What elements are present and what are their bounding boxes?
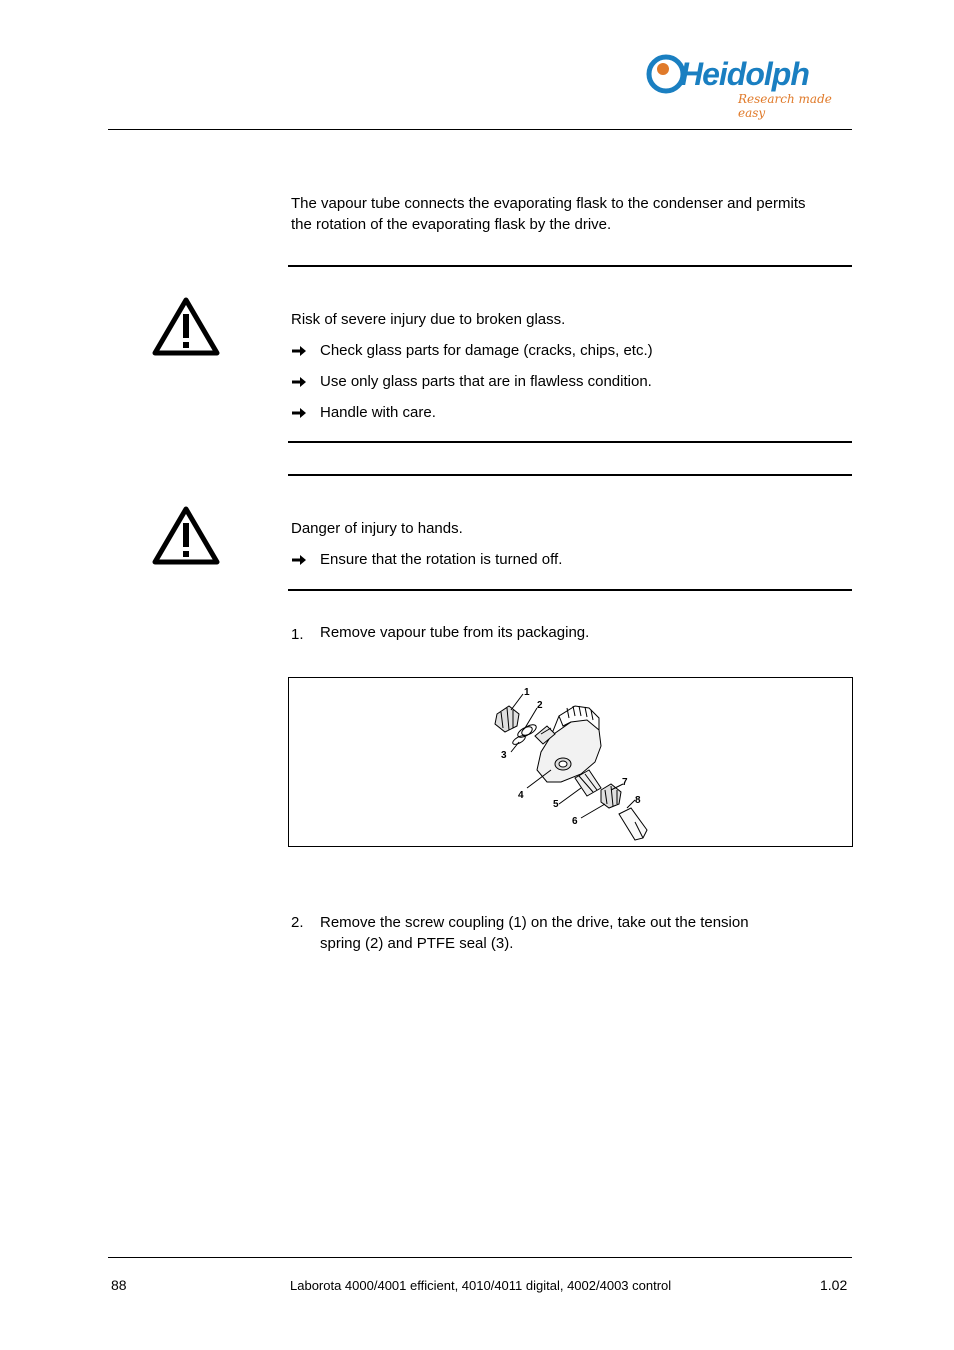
warning-triangle-icon	[152, 296, 220, 357]
arrow-bullet-icon	[292, 407, 306, 419]
step-text-line: spring (2) and PTFE seal (3).	[320, 935, 514, 952]
page-number: 88	[111, 1277, 127, 1293]
callout-label: 4	[518, 790, 524, 801]
logo-tagline: Research made easy	[738, 92, 832, 120]
warning-item: Check glass parts for damage (cracks, chips, etc.)	[320, 342, 653, 359]
step-text-line: Remove the screw coupling (1) on the drive, take out the tension	[320, 914, 749, 931]
callout-label: 7	[622, 777, 628, 788]
warning-top-rule	[288, 474, 852, 476]
header-rule	[108, 129, 852, 130]
arrow-bullet-icon	[292, 376, 306, 388]
warning-message: Risk of severe injury due to broken glass.	[291, 311, 566, 328]
step-number: 1.	[291, 626, 304, 643]
warning-bottom-rule	[288, 441, 852, 443]
warning-triangle-icon	[152, 505, 220, 566]
warning-item: Handle with care.	[320, 404, 436, 421]
warning-bottom-rule	[288, 589, 852, 591]
footer-rule	[108, 1257, 852, 1258]
arrow-bullet-icon	[292, 345, 306, 357]
warning-item: Use only glass parts that are in flawless condition.	[320, 373, 652, 390]
figure-box	[288, 677, 853, 847]
vapour-tube-exploded-diagram	[289, 678, 852, 846]
callout-label: 5	[553, 799, 559, 810]
step-number: 2.	[291, 914, 304, 931]
intro-paragraph	[291, 193, 851, 235]
callout-label: 6	[572, 816, 578, 827]
warning-top-rule	[288, 265, 852, 267]
callout-label: 3	[501, 750, 507, 761]
logo-wordmark: Heidolph	[680, 56, 809, 92]
callout-label: 1	[524, 687, 530, 698]
logo	[646, 52, 856, 120]
step-text: Remove vapour tube from its packaging.	[320, 624, 590, 641]
callout-label: 2	[537, 700, 543, 711]
document-version: 1.02	[820, 1277, 848, 1293]
warning-message: Danger of injury to hands.	[291, 520, 463, 537]
intro-line: The vapour tube connects the evaporating flask to the condenser and permits	[291, 195, 806, 212]
arrow-bullet-icon	[292, 554, 306, 566]
intro-line: the rotation of the evaporating flask by the drive.	[291, 216, 612, 233]
step-text	[320, 912, 850, 954]
warning-item: Ensure that the rotation is turned off.	[320, 551, 563, 568]
document-title: Laborota 4000/4001 efficient, 4010/4011 digital, 4002/4003 control	[290, 1278, 672, 1293]
callout-label: 8	[635, 795, 641, 806]
